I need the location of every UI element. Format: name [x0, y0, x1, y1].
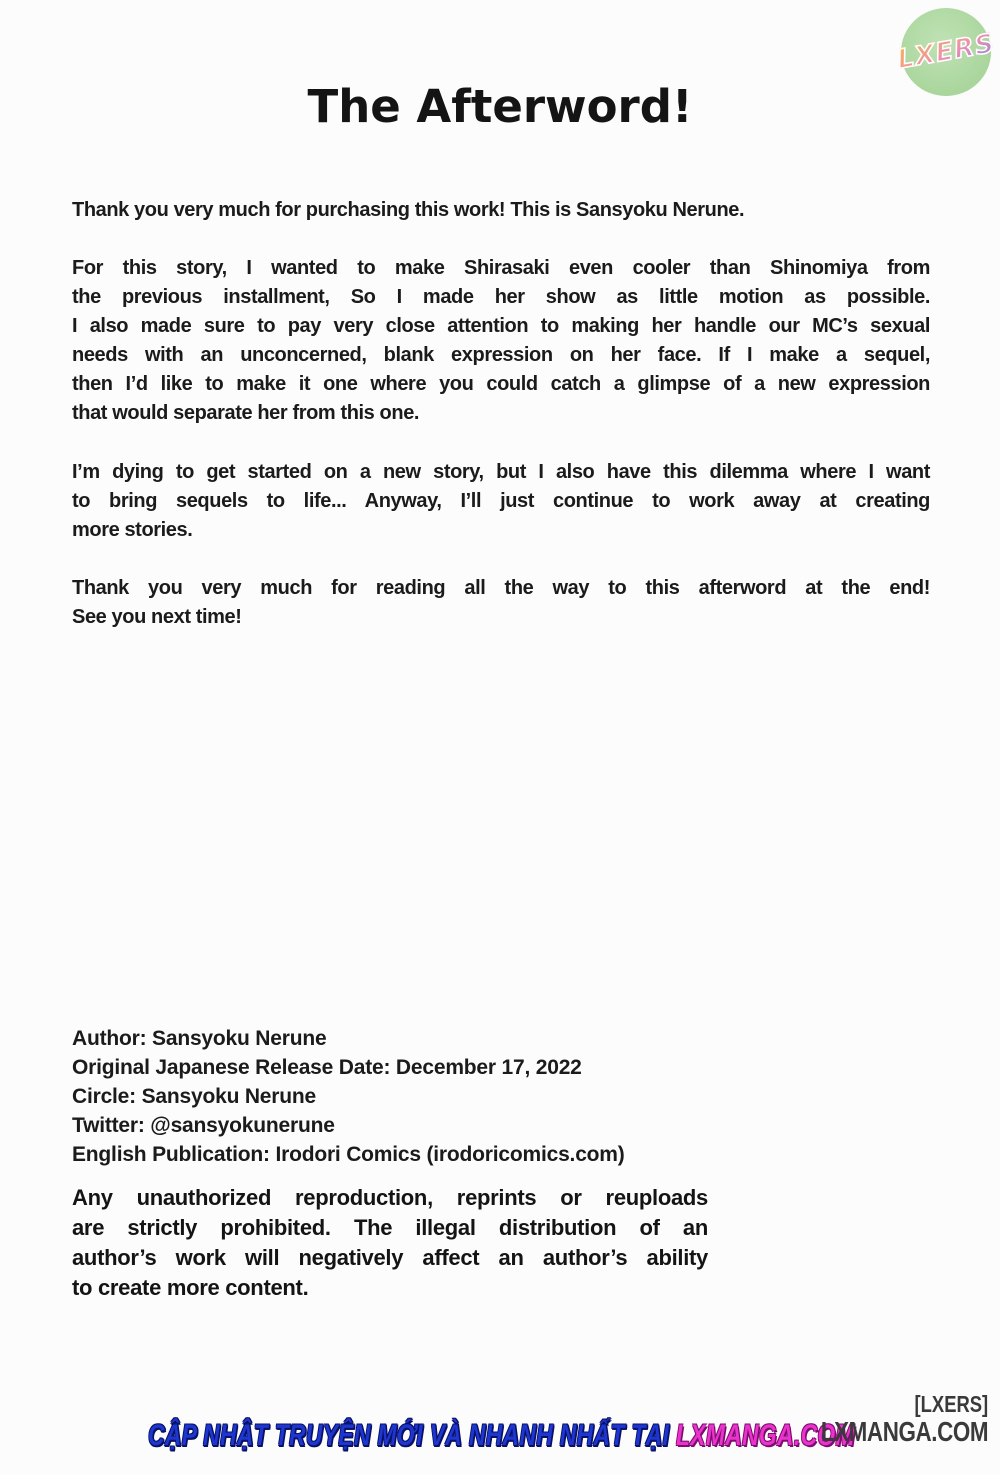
footer-group-tag: [LXERS] [914, 1391, 988, 1417]
text-line: Author: Sansyoku Nerune [72, 1027, 327, 1050]
text-line: to create more content. [72, 1275, 309, 1300]
text-line: Circle: Sansyoku Nerune [72, 1085, 316, 1108]
text-line: to bring sequels to life... Anyway, I’ll just continue to work away at creating [72, 490, 930, 512]
text-line: English Publication: Irodori Comics (irodoricomics.com) [72, 1143, 625, 1166]
paragraph-new-story [72, 458, 930, 545]
paragraph-thanks-purchase [72, 196, 930, 225]
text-line: Twitter: @sansyokunerune [72, 1114, 335, 1137]
text-line: I also made sure to pay very close attention to making her handle our MC’s sexual [72, 315, 930, 337]
text-line: author’s work will negatively affect an author’s ability [72, 1245, 708, 1270]
text-line: Thank you very much for purchasing this work! This is Sansyoku Nerune. [72, 199, 745, 221]
text-line: I’m dying to get started on a new story, but I also have this dilemma where I want [72, 461, 930, 483]
footer-site-name: LXMANGA.COM [820, 1415, 988, 1447]
footer-update-site: LXMANGA.COM [675, 1419, 855, 1452]
credits-block [72, 1024, 930, 1169]
text-line: Original Japanese Release Date: December 17, 2022 [72, 1056, 582, 1079]
footer-credit [821, 1392, 988, 1447]
text-line: Any unauthorized reproduction, reprints or reuploads [72, 1185, 708, 1210]
text-line: that would separate her from this one. [72, 402, 420, 424]
page-title: The Afterword! [307, 80, 693, 133]
text-line: are strictly prohibited. The illegal distribution of an [72, 1215, 708, 1240]
disclaimer-block [72, 1183, 708, 1303]
footer-update-banner [148, 1419, 855, 1453]
footer-update-notice: CẬP NHẬT TRUYỆN MỚI VÀ NHANH NHẤT TẠI [148, 1419, 670, 1452]
text-line: more stories. [72, 519, 193, 541]
text-line: needs with an unconcerned, blank expression on her face. If I make a sequel, [72, 344, 930, 366]
text-line: For this story, I wanted to make Shirasaki even cooler than Shinomiya from [72, 257, 930, 279]
text-line: Thank you very much for reading all the way to this afterword at the end! [72, 577, 930, 599]
text-line: See you next time! [72, 606, 242, 628]
paragraph-story-notes [72, 254, 930, 428]
text-line: the previous installment, So I made her show as little motion as possible. [72, 286, 930, 308]
paragraph-thanks-reading [72, 574, 930, 632]
text-line: then I’d like to make it one where you could catch a glimpse of a new expression [72, 373, 930, 395]
lxers-logo-text: LXERS [895, 28, 997, 76]
